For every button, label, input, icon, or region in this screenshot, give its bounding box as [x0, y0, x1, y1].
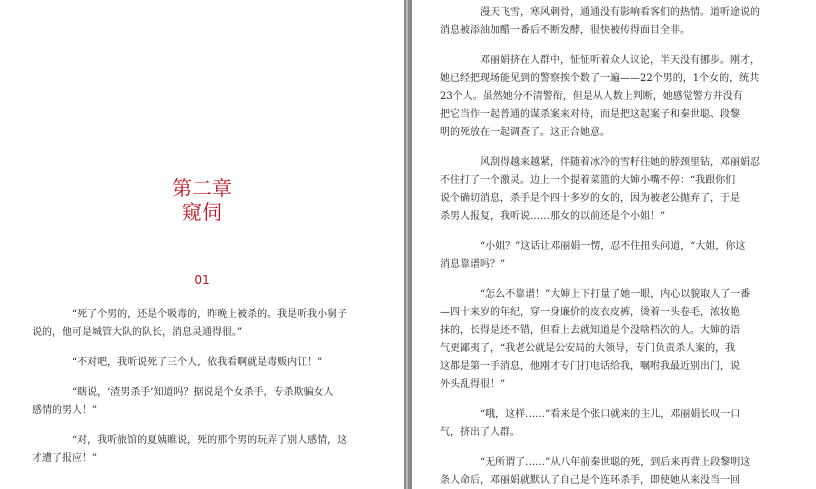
right-page	[412, 0, 816, 489]
paragraph	[440, 52, 770, 142]
text-line: “哦，这样……”看来是个张口就来的主儿，邓丽娟长叹一口	[480, 409, 741, 420]
text-line: 这都是第一手消息，他刚才专门打电话给我，嘱咐我最近别出门，说	[440, 361, 740, 372]
paragraph	[440, 4, 770, 40]
text-line: 漫天飞雪，寒风刺骨，通通没有影响看客们的热情。道听途说的	[480, 7, 760, 18]
text-line: 杀男人报复，我听说……那女的以前还是个小姐！”	[440, 211, 666, 222]
text-line: 说的，他可是城管大队的队长，消息灵通得很。”	[32, 327, 243, 338]
text-line: “瞎说，‘渣男杀手’知道吗？据说是个女杀手，专杀欺骗女人	[72, 387, 334, 398]
text-line: 外头乱得很！”	[440, 379, 506, 390]
paragraph	[32, 432, 356, 468]
text-line: 条人命后，邓丽娟就默认了自己是个连环杀手，即使她从来没当一回	[440, 475, 740, 486]
text-line: 气，挤出了人群。	[440, 427, 520, 438]
paragraph	[32, 306, 356, 342]
text-line: 把它当作一起普通的谋杀案来对待，而是把这起案子和秦世聪、段黎	[440, 109, 740, 120]
text-line: 风刮得越来越紧，伴随着冰冷的雪籽往她的脖颈里钻，邓丽娟忍	[480, 157, 760, 168]
text-line: 感情的男人！”	[32, 405, 98, 416]
paragraph	[440, 406, 770, 442]
right-page-text	[440, 4, 770, 489]
text-line: —四十来岁的年纪，穿一身廉价的皮衣皮裤，烫着一头卷毛，浓妆艳	[440, 307, 740, 318]
text-line: “小姐？”这话让邓丽娟一愣，忍不住扭头问道，“大姐，你这	[480, 241, 746, 252]
text-line: 说个确切消息，杀手是个四十多岁的女的，因为被老公抛弃了，于是	[440, 193, 740, 204]
text-line: 消息被添油加醋一番后不断发酵，很快被传得面目全非。	[440, 25, 690, 36]
text-line: 才遭了报应！”	[32, 453, 98, 464]
chapter-name: 窥伺	[182, 200, 222, 224]
paragraph	[440, 286, 770, 394]
text-line: “对，我听旅馆的夏姨睢说，死的那个男的玩弄了别人感情，这	[72, 435, 348, 446]
paragraph	[440, 154, 770, 226]
text-line: “死了个男的，还是个吸毒的，昨晚上被杀的。我是听我小舅子	[72, 309, 348, 320]
text-line: “怎么不靠谱！”大婶上下打量了她一眼，内心以貌取人了一番	[480, 289, 751, 300]
text-line: 气更鄙夷了，“我老公就是公安局的大领导，专门负责杀人案的，我	[440, 343, 736, 354]
paragraph	[32, 384, 356, 420]
text-line: 抹的，长得是还不错，但看上去就知道是个没啥档次的人。大婶的语	[440, 325, 740, 336]
left-page	[0, 0, 404, 489]
text-line: “不对吧，我听说死了三个人，依我看啊就是毒贩内讧！”	[72, 357, 323, 368]
book-spine	[404, 0, 412, 489]
text-line: 23个人。虽然她分不清警衔，但是从人数上判断，她感觉警方并没有	[440, 91, 743, 102]
text-line: 明的死放在一起调查了。这正合她意。	[440, 127, 610, 138]
text-line: 消息靠谱吗？”	[440, 259, 506, 270]
paragraph	[440, 238, 770, 274]
chapter-number: 第二章	[172, 176, 232, 200]
text-line: 邓丽娟挤在人群中，怔怔听着众人议论，半天没有挪步。刚才，	[480, 55, 760, 66]
text-line: 不住打了一个激灵。边上一个提着菜篮的大婶小嘴不停：“我跟你们	[440, 175, 736, 186]
paragraph	[52, 354, 356, 372]
paragraph	[440, 454, 770, 489]
text-line: “无所谓了……”从八年前秦世聪的死，到后来再背上段黎明这	[480, 457, 751, 468]
text-line: 她已经把现场能见到的警察挨个数了一遍——22个男的，1个女的，统共	[440, 73, 760, 84]
section-number: 01	[194, 273, 210, 287]
left-page-text	[32, 306, 356, 480]
